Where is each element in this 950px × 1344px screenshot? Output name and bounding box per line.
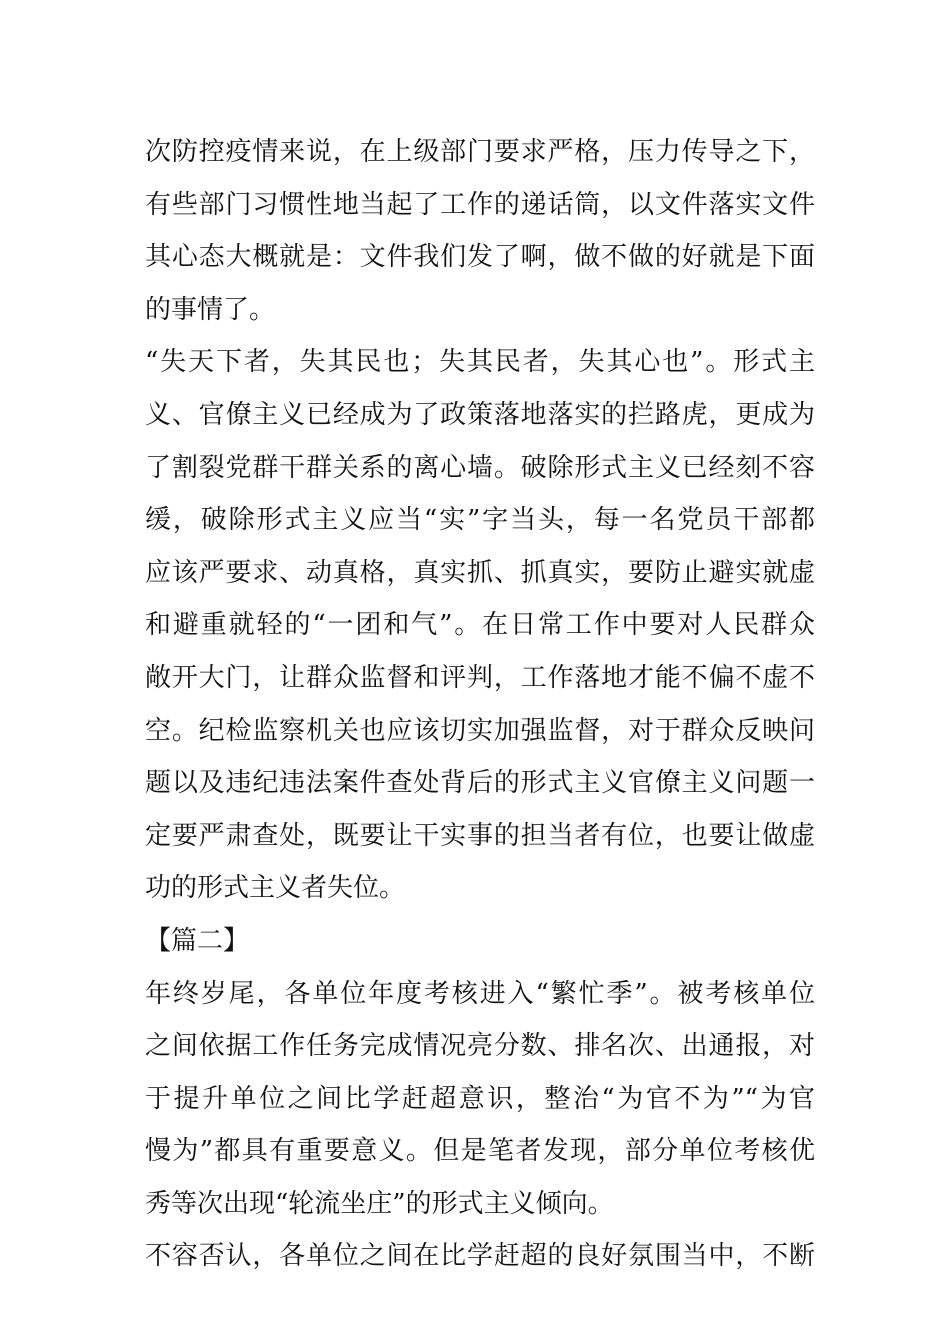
text-line: 慢为”都具有重要意义。但是笔者发现，部分单位考核优 xyxy=(145,1136,815,1167)
text-line: 于提升单位之间比学赶超意识，整治“为官不为”“为官 xyxy=(145,1083,815,1114)
text-line: 其心态大概就是：文件我们发了啊，做不做的好就是下面 xyxy=(145,242,815,273)
text-line: 题以及违纪违法案件查处背后的形式主义官僚主义问题一 xyxy=(145,768,815,799)
text-line: 义、官僚主义已经成为了政策落地落实的拦路虎，更成为 xyxy=(145,399,815,430)
text-line: “失天下者，失其民也；失其民者，失其心也”。形式主 xyxy=(145,347,815,378)
text-line: 的事情了。 xyxy=(145,294,276,325)
text-line: 缓，破除形式主义应当“实”字当头，每一名党员干部都 xyxy=(145,505,815,536)
text-line: 敞开大门，让群众监督和评判，工作落地才能不偏不虚不 xyxy=(145,662,815,693)
text-line: 不容否认，各单位之间在比学赶超的良好氛围当中，不断 xyxy=(145,1241,815,1272)
section-heading: 【篇二】 xyxy=(145,925,250,956)
text-line: 次防控疫情来说，在上级部门要求严格，压力传导之下， xyxy=(145,137,815,167)
text-line: 秀等次出现“轮流坐庄”的形式主义倾向。 xyxy=(145,1188,614,1219)
text-line: 定要严肃查处，既要让干实事的担当者有位，也要让做虚 xyxy=(145,820,815,851)
text-line: 有些部门习惯性地当起了工作的递话筒，以文件落实文件 xyxy=(145,189,815,220)
text-line: 之间依据工作任务完成情况亮分数、排名次、出通报，对 xyxy=(145,1031,815,1062)
text-line: 功的形式主义者失位。 xyxy=(145,873,406,904)
text-line: 应该严要求、动真格，真实抓、抓真实，要防止避实就虚 xyxy=(145,557,815,588)
document-body xyxy=(145,126,815,1283)
text-line: 和避重就轻的“一团和气”。在日常工作中要对人民群众 xyxy=(145,610,815,641)
text-line: 空。纪检监察机关也应该切实加强监督，对于群众反映问 xyxy=(145,715,815,746)
text-line: 了割裂党群干群关系的离心墙。破除形式主义已经刻不容 xyxy=(145,452,815,483)
text-line: 年终岁尾，各单位年度考核进入“繁忙季”。被考核单位 xyxy=(145,978,815,1009)
